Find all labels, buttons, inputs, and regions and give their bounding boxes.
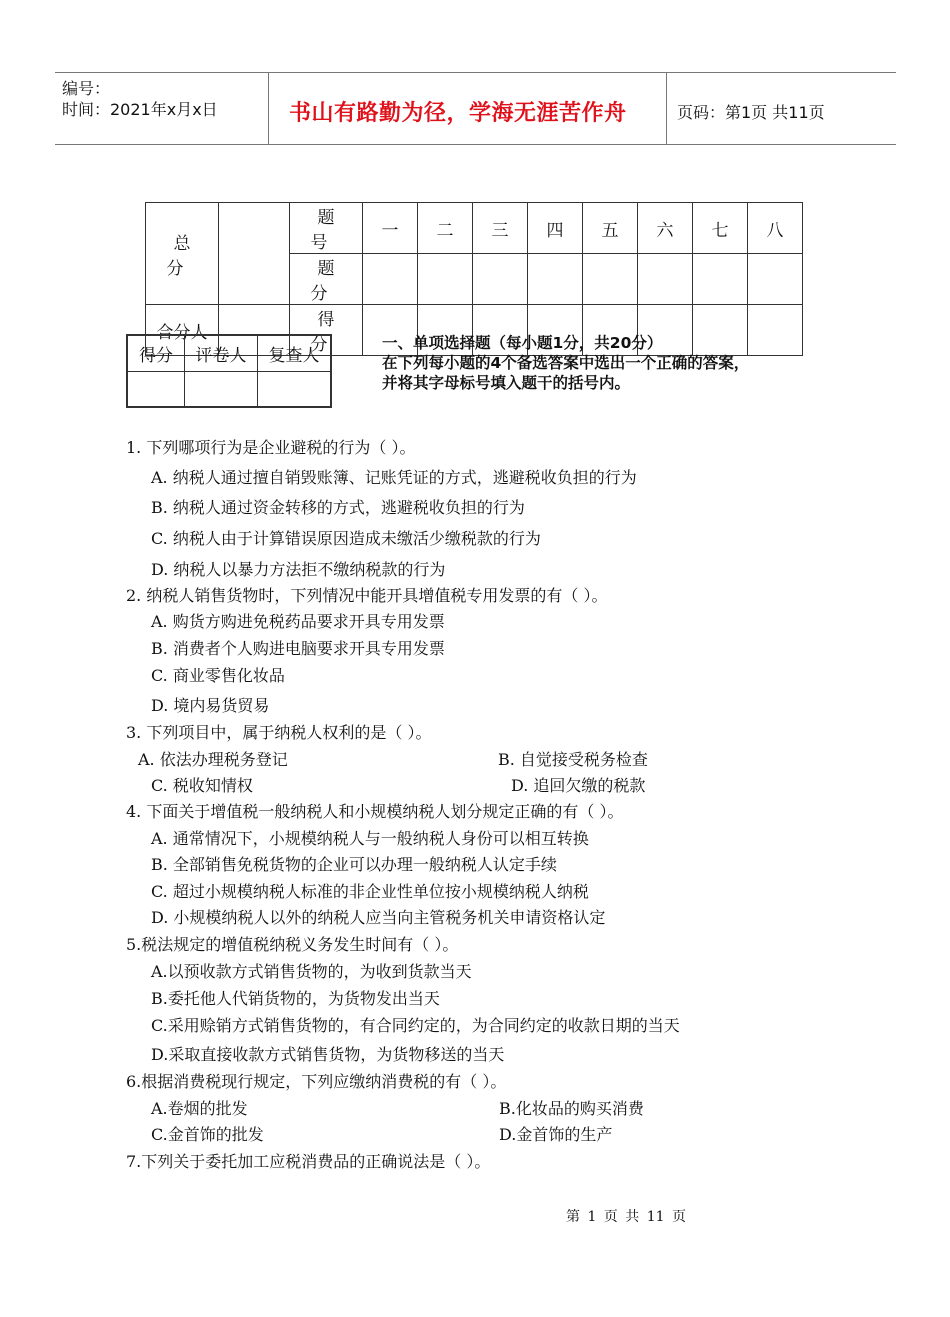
question-1-option-a: A. 纳税人通过擅自销毁账簿、记账凭证的方式，逃避税收负担的行为: [151, 468, 637, 487]
score-label: 得分: [290, 305, 363, 356]
grader-checker-cell[interactable]: [258, 371, 332, 407]
question-no-label: 题号: [290, 203, 363, 254]
question-2-option-d: D. 境内易货贸易: [151, 696, 270, 715]
score-cell[interactable]: [748, 305, 803, 356]
question-6-stem: 6.根据消费税现行规定，下列应缴纳消费税的有（ ）。: [126, 1072, 507, 1091]
grader-score-label: 得分: [127, 335, 185, 371]
question-3-option-b: B. 自觉接受税务检查: [498, 750, 648, 769]
grader-reviewer-label: 评卷人: [185, 335, 258, 371]
header-divider-left: [268, 72, 269, 144]
question-score-cell[interactable]: [748, 254, 803, 305]
header-page-label: 页码：第1页 共11页: [677, 103, 825, 122]
section-instruction: 在下列每小题的4个备选答案中选出一个正确的答案，: [382, 354, 750, 372]
grader-checker-label: 复查人: [258, 335, 332, 371]
question-2-option-b: B. 消费者个人购进电脑要求开具专用发票: [151, 639, 445, 658]
question-4-option-b: B. 全部销售免税货物的企业可以办理一般纳税人认定手续: [151, 855, 557, 874]
question-6-option-d: D.金首饰的生产: [499, 1125, 613, 1144]
question-no-7: 七: [693, 203, 748, 254]
question-6-option-a: A.卷烟的批发: [151, 1099, 248, 1118]
question-no-2: 二: [418, 203, 473, 254]
question-6-option-b: B.化妆品的购买消费: [499, 1099, 644, 1118]
question-5-option-d: D.采取直接收款方式销售货物，为货物移送的当天: [151, 1045, 505, 1064]
grader-reviewer-cell[interactable]: [185, 371, 258, 407]
question-3-option-d: D. 追回欠缴的税款: [511, 776, 646, 795]
question-score-cell[interactable]: [583, 254, 638, 305]
question-1-option-d: D. 纳税人以暴力方法拒不缴纳税款的行为: [151, 560, 446, 579]
header-bottom-rule: [55, 144, 896, 145]
question-score-label: 题分: [290, 254, 363, 305]
header-number-label: 编号：: [62, 79, 111, 98]
question-score-cell[interactable]: [528, 254, 583, 305]
section-instruction: 并将其字母标号填入题干的括号内。: [382, 374, 631, 392]
question-2-option-c: C. 商业零售化妆品: [151, 666, 285, 685]
question-6-option-c: C.金首饰的批发: [151, 1125, 264, 1144]
header-time-label: 时间：2021年x月x日: [62, 100, 218, 119]
question-4-option-d: D. 小规模纳税人以外的纳税人应当向主管税务机关申请资格认定: [151, 908, 606, 927]
question-no-8: 八: [748, 203, 803, 254]
header-divider-right: [666, 72, 667, 144]
question-1-stem: 1. 下列哪项行为是企业避税的行为（ ）。: [126, 438, 416, 457]
question-score-cell[interactable]: [418, 254, 473, 305]
question-5-option-a: A.以预收款方式销售货物的，为收到货款当天: [151, 962, 472, 981]
combiner-label: 合分人: [146, 305, 219, 356]
question-2-stem: 2. 纳税人销售货物时，下列情况中能开具增值税专用发票的有（ ）。: [126, 586, 608, 605]
header-motto: 书山有路勤为径，学海无涯苦作舟: [289, 101, 627, 126]
question-1-option-b: B. 纳税人通过资金转移的方式，逃避税收负担的行为: [151, 498, 525, 517]
question-5-stem: 5.税法规定的增值税纳税义务发生时间有（ ）。: [126, 935, 459, 954]
question-1-option-c: C. 纳税人由于计算错误原因造成未缴活少缴税款的行为: [151, 529, 541, 548]
section-heading: [382, 333, 749, 393]
question-no-4: 四: [528, 203, 583, 254]
total-score-cell[interactable]: [219, 203, 290, 305]
header-top-rule: [55, 72, 896, 73]
question-score-cell[interactable]: [363, 254, 418, 305]
section-title: 一、单项选择题（每小题1分，共20分）: [382, 334, 663, 352]
question-7-stem: 7.下列关于委托加工应税消费品的正确说法是（ ）。: [126, 1152, 491, 1171]
question-5-option-b: B.委托他人代销货物的，为货物发出当天: [151, 989, 440, 1008]
grader-table: [126, 334, 332, 408]
question-4-stem: 4. 下面关于增值税一般纳税人和小规模纳税人划分规定正确的有（ ）。: [126, 802, 624, 821]
question-4-option-c: C. 超过小规模纳税人标准的非企业性单位按小规模纳税人纳税: [151, 882, 589, 901]
question-5-option-c: C.采用赊销方式销售货物的，有合同约定的，为合同约定的收款日期的当天: [151, 1016, 680, 1035]
question-no-6: 六: [638, 203, 693, 254]
question-no-3: 三: [473, 203, 528, 254]
question-3-option-a: A. 依法办理税务登记: [138, 750, 288, 769]
grader-score-cell[interactable]: [127, 371, 185, 407]
question-score-cell[interactable]: [638, 254, 693, 305]
footer-page-number: 第 1 页 共 11 页: [566, 1209, 686, 1225]
question-no-5: 五: [583, 203, 638, 254]
question-2-option-a: A. 购货方购进免税药品要求开具专用发票: [151, 612, 445, 631]
question-3-option-c: C. 税收知情权: [151, 776, 253, 795]
question-no-1: 一: [363, 203, 418, 254]
question-score-cell[interactable]: [693, 254, 748, 305]
question-4-option-a: A. 通常情况下，小规模纳税人与一般纳税人身份可以相互转换: [151, 829, 589, 848]
total-score-label: 总分: [146, 203, 219, 305]
question-3-stem: 3. 下列项目中，属于纳税人权利的是（ ）。: [126, 723, 432, 742]
question-score-cell[interactable]: [473, 254, 528, 305]
